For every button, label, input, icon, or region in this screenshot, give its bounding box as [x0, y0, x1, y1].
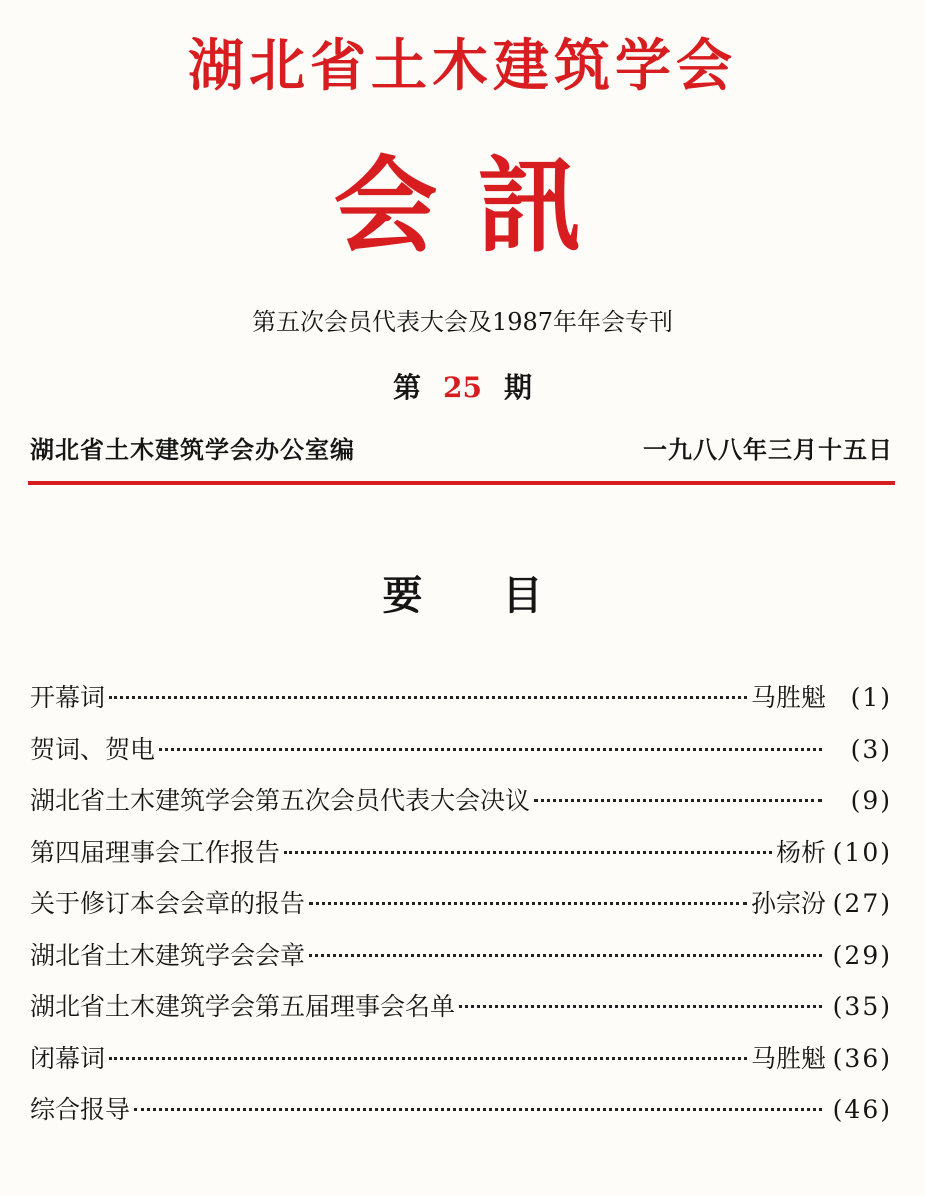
toc-item: [30, 1084, 892, 1136]
toc-leader-dots: [534, 798, 822, 802]
newsletter-title: 会訊: [333, 144, 622, 267]
editor-credit: 湖北省土木建筑学会办公室编: [30, 435, 355, 464]
issue-suffix: 期: [503, 371, 532, 404]
toc-item-title: 湖北省土木建筑学会第五届理事会名单: [30, 992, 456, 1021]
toc-item-page: (46): [832, 1095, 892, 1124]
toc-item: [30, 724, 892, 776]
organization-title: 湖北省土木建筑学会: [188, 34, 737, 99]
toc-item-title: 开幕词: [30, 683, 106, 712]
toc-item: [30, 672, 892, 724]
toc-item-page: (27): [832, 889, 892, 918]
toc-item-author: 马胜魁: [750, 1043, 826, 1073]
toc-item-title: 贺词、贺电: [30, 734, 156, 764]
toc-item-title: 闭幕词: [30, 1043, 106, 1073]
toc-item-page: (1): [850, 683, 892, 712]
toc-item-author: 孙宗汾: [750, 889, 826, 918]
toc-leader-dots: [309, 953, 822, 957]
issue-number-line: [0, 368, 925, 408]
special-issue-subtitle: 第五次会员代表大会及1987年年会专刊: [251, 308, 674, 336]
toc-item-author: 杨析: [775, 837, 826, 867]
toc-leader-dots: [284, 850, 772, 854]
toc-item-page: (10): [832, 837, 892, 867]
toc-item: [30, 1033, 892, 1085]
header-divider: [28, 481, 895, 485]
publication-date: 一九八八年三月十五日: [643, 435, 893, 464]
toc-item-title: 综合报导: [30, 1095, 131, 1124]
table-of-contents: [30, 672, 892, 1136]
toc-item-page: (9): [850, 786, 892, 815]
toc-item-title: 湖北省土木建筑学会第五次会员代表大会决议: [30, 786, 531, 815]
toc-item-page: (36): [832, 1043, 892, 1073]
toc-leader-dots: [134, 1107, 822, 1111]
toc-leader-dots: [309, 901, 747, 905]
toc-item-title: 湖北省土木建筑学会会章: [30, 940, 306, 970]
toc-leader-dots: [109, 695, 747, 699]
toc-item-page: (29): [832, 940, 892, 970]
toc-heading: 要目: [382, 572, 623, 619]
toc-leader-dots: [109, 1056, 747, 1060]
toc-item: [30, 827, 892, 879]
toc-item-title: 第四届理事会工作报告: [30, 837, 281, 867]
toc-item: [30, 775, 892, 827]
toc-item: [30, 981, 892, 1033]
toc-item-page: (35): [832, 992, 892, 1021]
issue-prefix: 第: [393, 371, 422, 404]
toc-item-title: 关于修订本会会章的报告: [30, 889, 306, 918]
toc-item: [30, 878, 892, 930]
toc-item-author: 马胜魁: [750, 683, 826, 712]
toc-item-page: (3): [850, 734, 892, 764]
toc-leader-dots: [459, 1004, 822, 1008]
issue-number: 25: [443, 371, 482, 404]
toc-leader-dots: [159, 747, 822, 751]
toc-item: [30, 930, 892, 982]
